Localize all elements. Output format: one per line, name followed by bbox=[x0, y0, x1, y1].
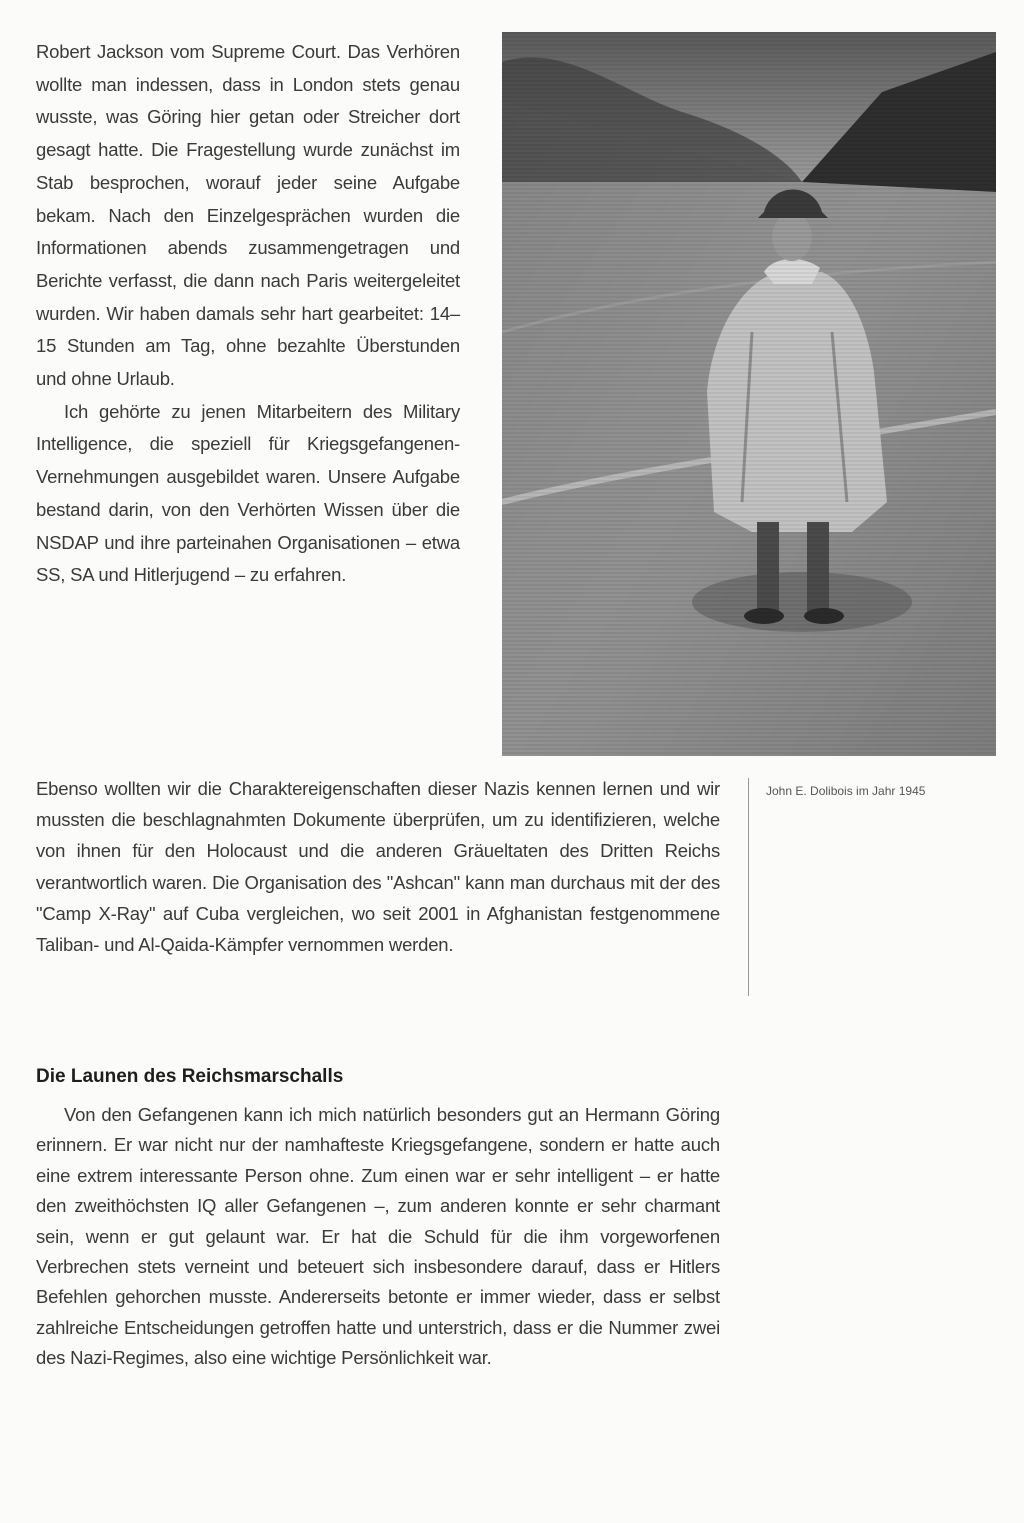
section-heading: Die Launen des Reichsmarschalls bbox=[36, 1066, 344, 1087]
section-paragraph: Von den Gefangenen kann ich mich natürlich besonders gut an Hermann Göring erinnern. Er war nicht nur der namhafteste Kriegsgefangene, sondern er hatte auch eine extrem interessante Person ohne. Zum einen war er sehr intelligent – er hatte den zweithöchsten IQ aller Gefangenen –, zum anderen konnte er sehr charmant sein, wenn er gut gelaunt war. Er hat die Schuld für die ihm vorgeworfenen Verbrechen stets verneint und beteuert sich insbesondere darauf, dass er Hitlers Befehlen gehorchen musste. Andererseits betonte er immer wieder, dass er selbst zahlreiche Entscheidungen getroffen hatte und unterstrich, dass er die Nummer zwei des Nazi-Regimes, also eine wichtige Persönlichkeit war. bbox=[36, 1104, 720, 1369]
second-paragraph-end: Ebenso wollten wir die Charaktereigenschaften dieser Nazis kennen lernen und wir mussten die beschlagnahmten Dokumente überprüfen, um zu identifizieren, welche von ihnen für den Holocaust und die anderen Gräueltaten des Dritten Reichs verantwortlich waren. Die Organisation des "Ashcan" kann man durchaus mit der des "Camp X-Ray" auf Cuba vergleichen, wo seit 2001 in Afghanistan festgenommene Taliban- und Al-Qaida-Kämpfer vernommen werden. bbox=[36, 778, 720, 956]
section-text-column bbox=[36, 1100, 720, 1374]
photo-of-man-in-trench-coat bbox=[502, 32, 996, 756]
wide-text-column bbox=[36, 773, 720, 960]
narrow-text-column bbox=[36, 36, 460, 592]
caption-divider bbox=[748, 778, 749, 996]
second-paragraph-start: Ich gehörte zu jenen Mitarbeitern des Military Intelligence, die speziell für Kriegsgefangenen-Vernehmungen ausgebildet waren. Unsere Aufgabe bestand darin, von den Verhörten Wissen über die NSDAP und ihre parteinahen Organisationen – etwa SS, SA und Hitlerjugend – zu erfahren. bbox=[36, 400, 460, 586]
photo-caption: John E. Dolibois im Jahr 1945 bbox=[766, 784, 926, 798]
historical-photo bbox=[502, 32, 996, 756]
intro-paragraph: Robert Jackson vom Supreme Court. Das Verhören wollte man indessen, dass in London stets genau wusste, was Göring hier getan oder Streicher dort gesagt hatte. Die Fragestellung wurde zunächst im Stab besprochen, worauf jeder seine Aufgabe bekam. Nach den Einzelgesprächen wurden die Informationen abends zusammengetragen und Berichte verfasst, die dann nach Paris weitergeleitet wurden. Wir haben damals sehr hart gearbeitet: 14–15 Stunden am Tag, ohne bezahlte Überstunden und ohne Urlaub. bbox=[36, 41, 460, 390]
